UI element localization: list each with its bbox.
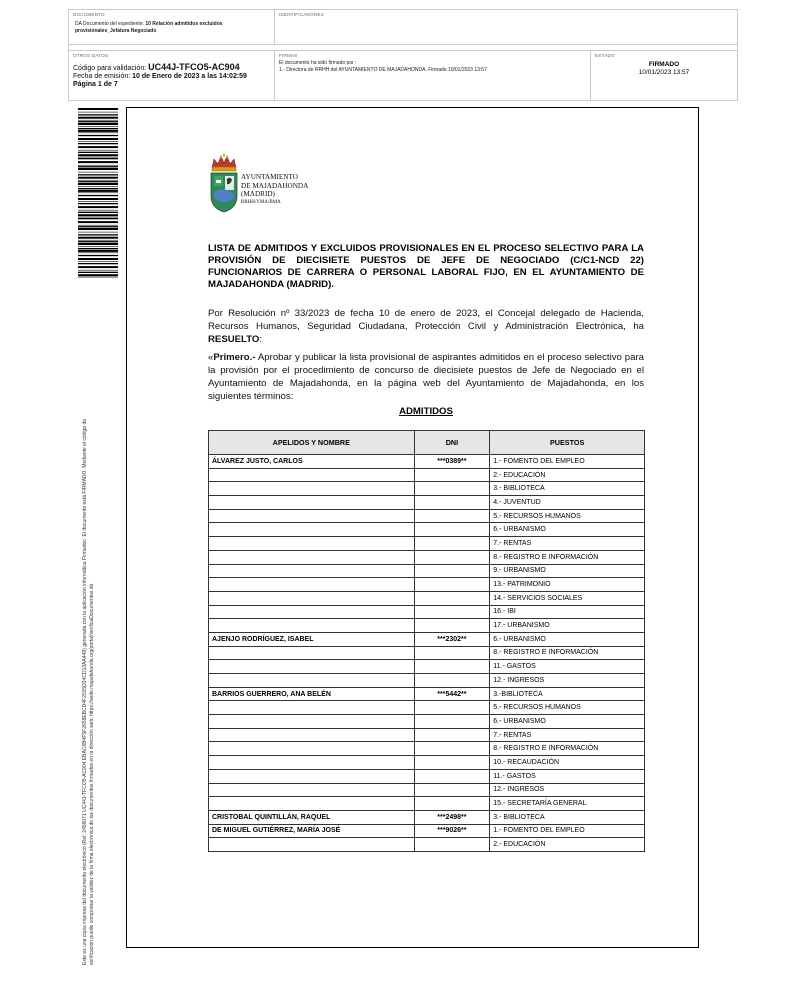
table-row (209, 468, 645, 482)
municipality-name: AYUNTAMIENTO DE MAJADAHONDA (MADRID) RRHH/YMA/BMA (241, 173, 309, 205)
puesto-cell: 6.- URBANISMO (490, 715, 645, 729)
name-cell (209, 728, 415, 742)
estado-value: FIRMADO 10/01/2023 13:57 (638, 61, 690, 76)
emission-date: 10 de Enero de 2023 a las 14:02:59 (132, 73, 247, 80)
name-cell (209, 742, 415, 756)
table-row (209, 605, 645, 619)
name-cell (209, 537, 415, 551)
table-header-row (209, 431, 645, 455)
name-cell: BARRIOS GUERRERO, ANA BELÉN (209, 687, 415, 701)
identificadores-cell (275, 10, 737, 45)
dni-cell (414, 482, 490, 496)
dni-cell (414, 564, 490, 578)
name-cell (209, 715, 415, 729)
dni-cell (414, 838, 490, 852)
dni-cell (414, 578, 490, 592)
puesto-cell: 8.- REGISTRO E INFORMACIÓN (490, 550, 645, 564)
puesto-cell: 7.- RENTAS (490, 728, 645, 742)
table-row (209, 482, 645, 496)
table-row (209, 687, 645, 701)
puesto-cell: 13.- PATRIMONIO (490, 578, 645, 592)
dni-cell (414, 537, 490, 551)
primero-paragraph: «Primero.- Aprobar y publicar la lista provisional de aspirantes admitidos en el proceso selectivo para la provisión por el procedimiento de concurso de diecisiete puestos de Jefe de Negociado en el Ayuntamiento de Majadahonda, en la página web del Ayuntamiento de Majadahonda, en los siguientes términos: (208, 352, 644, 402)
puesto-cell: 11.- GASTOS (490, 769, 645, 783)
documento-cell (69, 10, 275, 45)
dni-cell (414, 756, 490, 770)
puesto-cell: 8.- REGISTRO E INFORMACIÓN (490, 742, 645, 756)
document-title: LISTA DE ADMITIDOS Y EXCLUIDOS PROVISIONALES EN EL PROCESO SELECTIVO PARA LA PROVISIÓN DE DIECISIETE PUESTOS DE JEFE DE NEGOCIADO (C/C1-NCD 22) FUNCIONARIOS DE CARRERA O PERSONAL LABORAL FIJO, EN EL AYUNTAMIENTO DE MAJADAHONDA (MADRID). (208, 243, 644, 290)
firmas-label: FIRMAS (279, 53, 298, 58)
dni-cell (414, 523, 490, 537)
dni-cell (414, 646, 490, 660)
documento-value: DA Documento del expediente: 10 Relación admitidos excluidos provisionales_Jefatura Negociado (75, 21, 223, 34)
puesto-cell: 11.- GASTOS (490, 660, 645, 674)
name-cell (209, 482, 415, 496)
dni-cell (414, 591, 490, 605)
page-number: Página 1 de 7 (73, 81, 118, 88)
dni-cell (414, 783, 490, 797)
name-cell (209, 660, 415, 674)
table-row (209, 660, 645, 674)
table-row (209, 455, 645, 469)
table-row (209, 769, 645, 783)
name-cell (209, 496, 415, 510)
table-row (209, 564, 645, 578)
puesto-cell: 1.- FOMENTO DEL EMPLEO (490, 824, 645, 838)
estado-label: ESTADO (595, 53, 615, 58)
puesto-cell: 6.- URBANISMO (490, 523, 645, 537)
name-cell (209, 797, 415, 811)
dni-cell (414, 605, 490, 619)
puesto-cell: 6.- URBANISMO (490, 632, 645, 646)
puesto-cell: 10.- RECAUDACIÓN (490, 756, 645, 770)
name-cell (209, 509, 415, 523)
puesto-cell: 5.- RECURSOS HUMANOS (490, 509, 645, 523)
validation-code: UC44J-TFCO5-AC904 (148, 62, 240, 72)
column-header: DNI (414, 431, 490, 455)
table-row (209, 550, 645, 564)
puesto-cell: 4.- JUVENTUD (490, 496, 645, 510)
table-row (209, 728, 645, 742)
name-cell: DE MIGUEL GUTIÉRREZ, MARÍA JOSÉ (209, 824, 415, 838)
name-cell (209, 646, 415, 660)
section-heading: ADMITIDOS (399, 406, 453, 417)
table-row (209, 824, 645, 838)
puesto-cell: 14.- SERVICIOS SOCIALES (490, 591, 645, 605)
puesto-cell: 3.-BIBLIOTECA (490, 687, 645, 701)
puesto-cell: 17.- URBANISMO (490, 619, 645, 633)
puesto-cell: 9.- URBANISMO (490, 564, 645, 578)
table-row (209, 797, 645, 811)
dni-cell (414, 701, 490, 715)
puesto-cell: 5.- RECURSOS HUMANOS (490, 701, 645, 715)
name-cell (209, 564, 415, 578)
name-cell (209, 756, 415, 770)
dni-cell: ***0389** (414, 455, 490, 469)
name-cell (209, 674, 415, 688)
column-header: APELIDOS Y NOMBRE (209, 431, 415, 455)
dni-cell (414, 496, 490, 510)
dni-cell (414, 468, 490, 482)
table-row (209, 756, 645, 770)
firmas-text: El documento ha sido firmado por : 1.- Directora de RRHH del AYUNTAMIENTO DE MAJADAHONDA. Firmado 10/01/2023 13:57 (279, 60, 487, 73)
name-cell (209, 769, 415, 783)
name-cell (209, 701, 415, 715)
table-row (209, 496, 645, 510)
dni-cell: ***5442** (414, 687, 490, 701)
signature-header (68, 9, 738, 101)
dni-cell (414, 742, 490, 756)
name-cell (209, 783, 415, 797)
table-row (209, 674, 645, 688)
dni-cell (414, 715, 490, 729)
table-row (209, 646, 645, 660)
puesto-cell: 15.- SECRETARÍA GENERAL (490, 797, 645, 811)
table-row (209, 715, 645, 729)
verification-side-text: Este es una copia impresa del documento electrónico (Ref: 2459071 UC44J-TFCO5-AC904 EBAC6B4F5F2658EBCD4F2015D34CD13AA448) generada con la aplicación informática Firmadoc. El documento está FIRMADO. Mediante el código de verificación puede comprobar la validez de la firma electrónica de los documentos firmados en la dirección web: https://sede.majadahonda.org/portal/verificaDocumentos.do (82, 418, 95, 965)
dni-cell (414, 660, 490, 674)
puesto-cell: 3.- BIBLIOTECA (490, 482, 645, 496)
puesto-cell: 12.- INGRESOS (490, 674, 645, 688)
dni-cell: ***2498** (414, 810, 490, 824)
puesto-cell: 1.- FOMENTO DEL EMPLEO (490, 455, 645, 469)
documento-label: DOCUMENTO (73, 12, 105, 17)
puesto-cell: 3.- BIBLIOTECA (490, 810, 645, 824)
admitidos-table (208, 430, 645, 852)
dni-cell (414, 550, 490, 564)
table-row (209, 701, 645, 715)
otros-datos-cell (69, 50, 275, 100)
table-row (209, 632, 645, 646)
name-cell (209, 619, 415, 633)
table-row (209, 810, 645, 824)
name-cell (209, 605, 415, 619)
dni-cell (414, 797, 490, 811)
barcode-image (78, 108, 118, 278)
dni-cell (414, 674, 490, 688)
name-cell (209, 838, 415, 852)
table-row (209, 619, 645, 633)
table-row (209, 591, 645, 605)
table-row (209, 838, 645, 852)
dni-cell (414, 769, 490, 783)
name-cell: AJENJO RODRÍGUEZ, ISABEL (209, 632, 415, 646)
dni-cell: ***9026** (414, 824, 490, 838)
puesto-cell: 2.- EDUCACIÓN (490, 838, 645, 852)
dni-cell: ***2302** (414, 632, 490, 646)
name-cell (209, 523, 415, 537)
firmas-cell (275, 50, 591, 100)
puesto-cell: 2.- EDUCACIÓN (490, 468, 645, 482)
validation-info: Código para validación: UC44J-TFCO5-AC904 Fecha de emisión: 10 de Enero de 2023 a las 14:02:59 Página 1 de 7 (73, 62, 247, 88)
table-row (209, 742, 645, 756)
name-cell (209, 591, 415, 605)
column-header: PUESTOS (490, 431, 645, 455)
table-row (209, 783, 645, 797)
puesto-cell: 8.- REGISTRO E INFORMACIÓN (490, 646, 645, 660)
name-cell: ÁLVAREZ JUSTO, CARLOS (209, 455, 415, 469)
dni-cell (414, 728, 490, 742)
dni-cell (414, 619, 490, 633)
name-cell (209, 468, 415, 482)
identificadores-label: IDENTIFICADORES (279, 12, 324, 17)
table-row (209, 537, 645, 551)
resolution-paragraph: Por Resolución nº 33/2023 de fecha 10 de enero de 2023, el Concejal delegado de Hacienda, Recursos Humanos, Seguridad Ciudadana, Protección Civil y Administración Electrónica, ha RESUELTO: (208, 308, 644, 345)
puesto-cell: 7.- RENTAS (490, 537, 645, 551)
name-cell (209, 578, 415, 592)
dni-cell (414, 509, 490, 523)
otros-datos-label: OTROS DATOS (73, 53, 109, 58)
estado-cell (591, 50, 737, 100)
name-cell (209, 550, 415, 564)
puesto-cell: 16.- IBI (490, 605, 645, 619)
name-cell: CRISTOBAL QUINTILLÁN, RAQUEL (209, 810, 415, 824)
table-row (209, 578, 645, 592)
puesto-cell: 12.- INGRESOS (490, 783, 645, 797)
municipal-crest-icon (208, 152, 240, 214)
table-row (209, 523, 645, 537)
table-row (209, 509, 645, 523)
